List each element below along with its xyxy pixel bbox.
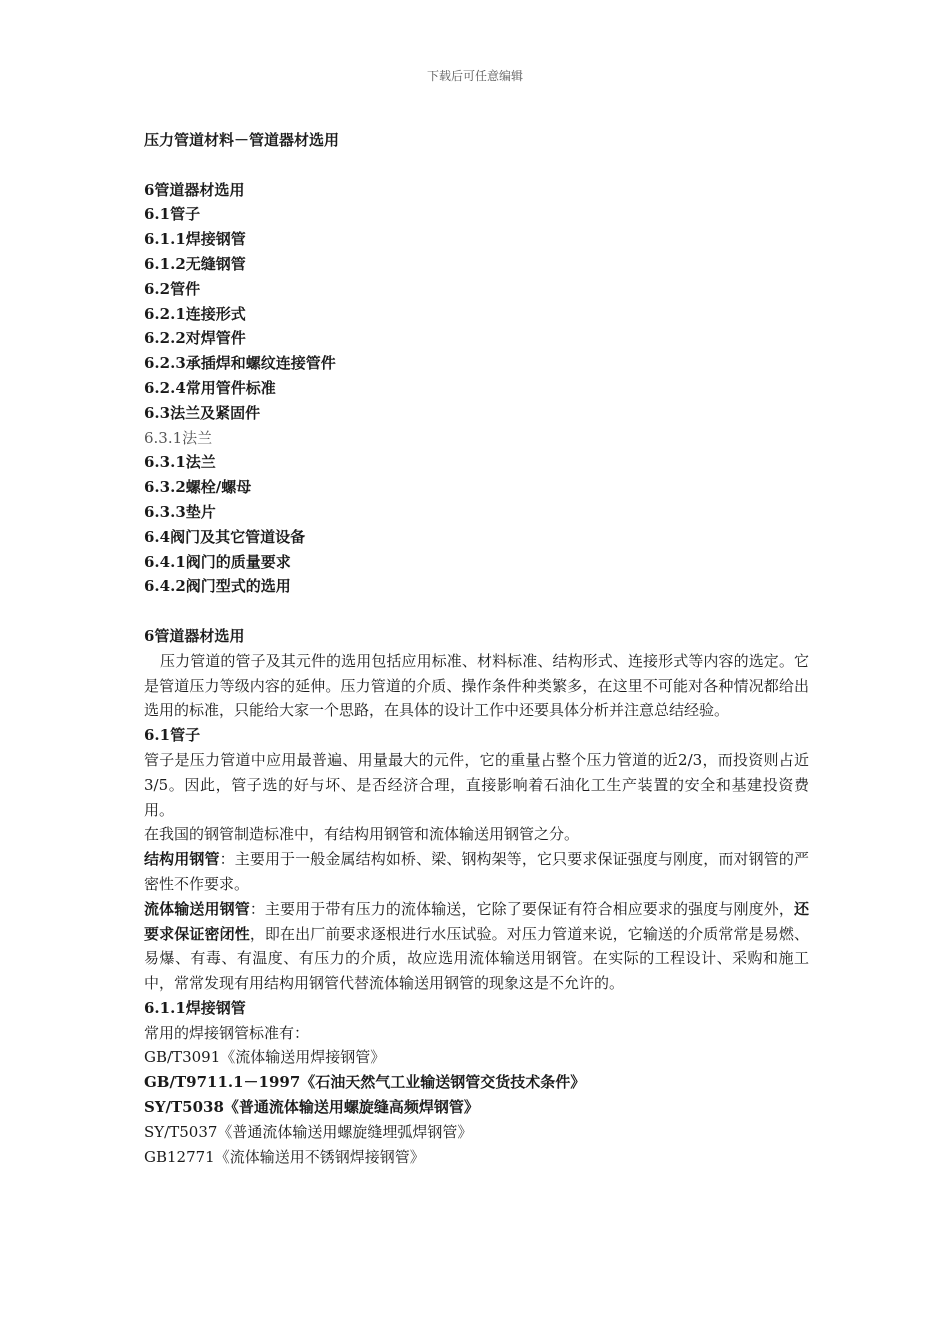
toc-item[interactable]: 6.1管子 xyxy=(144,205,201,224)
toc-item[interactable]: 6.2管件 xyxy=(144,279,201,298)
emphasis-text: 还要求保证密闭性 xyxy=(144,899,809,943)
toc-item[interactable]: 6.4阀门及其它管道设备 xyxy=(144,527,306,546)
term-text: ，即在出厂前要求逐根进行水压试验。对压力管道来说，它输送的介质常常是易燃、易爆、有毒、有温度、有压力的介质，故应选用流体输送用钢管。在实际的工程设计、采购和施工中，常常发现有用结构用钢管代替流体输送用钢管的现象这是不允许的。 xyxy=(144,924,809,993)
toc-item[interactable]: 6.3法兰及紧固件 xyxy=(144,403,261,422)
term-text: ：主要用于带有压力的流体输送，它除了要保证有符合相应要求的强度与刚度外， xyxy=(249,899,794,918)
document-title: 压力管道材料－管道器材选用 xyxy=(144,131,340,149)
paragraph xyxy=(144,847,809,897)
toc-item[interactable]: 6.3.1法兰 xyxy=(144,453,216,472)
page-header: 下载后可任意编辑 xyxy=(426,69,523,83)
toc-item[interactable]: 6.2.2对焊管件 xyxy=(144,329,246,348)
toc-item[interactable]: 6.3.2螺栓/螺母 xyxy=(144,478,252,497)
toc-item[interactable]: 6.3.1法兰 xyxy=(144,428,213,447)
term-text: ：主要用于一般金属结构如桥、梁、钢构架等，它只要求保证强度与刚度，而对钢管的严密性不作要求。 xyxy=(144,850,809,893)
standard-item: GB12771《流体输送用不锈钢焊接钢管》 xyxy=(144,1147,425,1166)
toc-item[interactable]: 6.2.1连接形式 xyxy=(144,304,246,323)
toc-item[interactable]: 6.2.3承插焊和螺纹连接管件 xyxy=(144,354,336,373)
term-label: 流体输送用钢管 xyxy=(144,899,250,918)
paragraph xyxy=(144,897,809,996)
table-of-contents xyxy=(144,178,809,600)
paragraph: 在我国的钢管制造标准中，有结构用钢管和流体输送用钢管之分。 xyxy=(144,825,580,844)
toc-item[interactable]: 6.4.2阀门型式的选用 xyxy=(144,577,291,596)
toc-item[interactable]: 6.1.1焊接钢管 xyxy=(144,230,246,249)
standard-item: GB/T9711.1－1997《石油天然气工业输送钢管交货技术条件》 xyxy=(144,1073,586,1092)
toc-item[interactable]: 6.3.3垫片 xyxy=(144,502,216,521)
standard-item: SY/T5038《普通流体输送用螺旋缝高频焊钢管》 xyxy=(144,1098,479,1117)
paragraph: 压力管道的管子及其元件的选用包括应用标准、材料标准、结构形式、连接形式等内容的选定。它是管道压力等级内容的延伸。压力管道的介质、操作条件种类繁多，在这里不可能对各种情况都给出选用的标准，只能给大家一个思路，在具体的设计工作中还要具体分析并注意总结经验。 xyxy=(144,651,809,720)
document-body xyxy=(144,128,809,1169)
toc-item[interactable]: 6.4.1阀门的质量要求 xyxy=(144,552,291,571)
standard-item: SY/T5037《普通流体输送用螺旋缝埋弧焊钢管》 xyxy=(144,1122,473,1141)
standard-item: GB/T3091《流体输送用焊接钢管》 xyxy=(144,1048,386,1067)
toc-item[interactable]: 6管道器材选用 xyxy=(144,180,245,199)
term-label: 结构用钢管 xyxy=(144,850,220,869)
section-heading: 6.1管子 xyxy=(144,726,201,745)
section-heading: 6管道器材选用 xyxy=(144,626,245,645)
paragraph: 管子是压力管道中应用最普遍、用量最大的元件，它的重量占整个压力管道的近2/3，而投资则占近3/5。因此，管子选的好与坏、是否经济合理，直接影响着石油化工生产装置的安全和基建投资费用。 xyxy=(144,750,809,819)
toc-item[interactable]: 6.1.2无缝钢管 xyxy=(144,254,246,273)
section-heading: 6.1.1焊接钢管 xyxy=(144,998,246,1017)
toc-item[interactable]: 6.2.4常用管件标准 xyxy=(144,378,276,397)
paragraph: 常用的焊接钢管标准有： xyxy=(144,1023,310,1042)
